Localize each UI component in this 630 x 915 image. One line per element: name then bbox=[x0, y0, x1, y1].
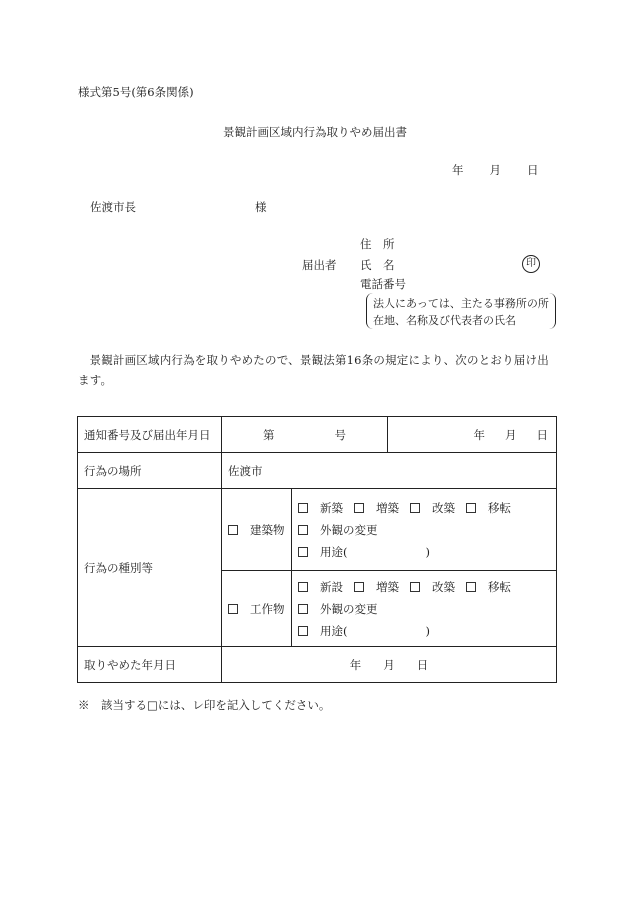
checkbox[interactable] bbox=[298, 547, 308, 557]
footnote: ※ 該当する□には、レ印を記入してください。 bbox=[78, 698, 331, 712]
submission-date bbox=[452, 162, 539, 178]
notification-table bbox=[77, 416, 557, 683]
checkbox[interactable] bbox=[410, 582, 420, 592]
location-cell[interactable]: 佐渡市 bbox=[222, 453, 557, 489]
withdrawal-month: 月 bbox=[383, 657, 395, 672]
addressee-honorific: 様 bbox=[255, 200, 267, 214]
dai-label: 第 bbox=[263, 427, 275, 442]
checkbox[interactable] bbox=[298, 582, 308, 592]
row-label-notice-number: 通知番号及び届出年月日 bbox=[78, 417, 222, 453]
table-row bbox=[78, 417, 557, 453]
checkbox[interactable] bbox=[298, 525, 308, 535]
body-text: 景観計画区域内行為を取りやめたので、景観法第16条の規定により、次のとおり届け出ます。 bbox=[78, 353, 549, 387]
checkbox[interactable] bbox=[354, 582, 364, 592]
checkbox[interactable] bbox=[228, 604, 238, 614]
notice-number-cell[interactable] bbox=[222, 417, 388, 453]
checkbox[interactable] bbox=[298, 626, 308, 636]
name-label: 氏 名 bbox=[360, 258, 395, 272]
checkbox[interactable] bbox=[410, 503, 420, 513]
notice-date-cell[interactable] bbox=[388, 417, 557, 453]
form-code: 様式第5号(第6条関係) bbox=[78, 85, 194, 99]
structure-options-cell: 新設 増築 改築 移転 外観の変更 用途( ) bbox=[292, 571, 557, 647]
date-day: 日 bbox=[527, 163, 539, 177]
seal-mark: 印 bbox=[522, 255, 540, 273]
withdrawal-date-cell[interactable] bbox=[222, 647, 557, 683]
building-cell[interactable] bbox=[222, 489, 292, 571]
document-title: 景観計画区域内行為取りやめ届出書 bbox=[223, 125, 407, 139]
corporation-note: 法人にあっては、主たる事務所の所在地、名称及び代表者の氏名 bbox=[366, 293, 556, 329]
notice-month: 月 bbox=[505, 427, 517, 442]
table-row bbox=[78, 647, 557, 683]
notice-day: 日 bbox=[536, 427, 548, 442]
address-label: 住 所 bbox=[360, 237, 395, 251]
row-label-location: 行為の場所 bbox=[78, 453, 222, 489]
table-row bbox=[78, 453, 557, 489]
building-options-cell: 新築 増築 改築 移転 外観の変更 用途( ) bbox=[292, 489, 557, 571]
table-row bbox=[78, 489, 557, 571]
withdrawal-year: 年 bbox=[349, 657, 362, 672]
notifier-label: 届出者 bbox=[302, 258, 337, 272]
go-label: 号 bbox=[334, 427, 346, 442]
addressee: 佐渡市長 bbox=[90, 200, 136, 214]
checkbox[interactable] bbox=[228, 525, 238, 535]
date-month: 月 bbox=[489, 163, 501, 177]
withdrawal-day: 日 bbox=[416, 657, 429, 672]
checkbox[interactable] bbox=[298, 503, 308, 513]
phone-label: 電話番号 bbox=[360, 277, 406, 291]
checkbox[interactable] bbox=[466, 582, 476, 592]
checkbox[interactable] bbox=[354, 503, 364, 513]
structure-label: 工作物 bbox=[250, 601, 285, 616]
checkbox[interactable] bbox=[298, 604, 308, 614]
row-label-withdrawal-date: 取りやめた年月日 bbox=[78, 647, 222, 683]
building-label: 建築物 bbox=[250, 522, 285, 537]
notice-year: 年 bbox=[473, 427, 485, 442]
checkbox[interactable] bbox=[466, 503, 476, 513]
date-year: 年 bbox=[452, 163, 464, 177]
row-label-action-type: 行為の種別等 bbox=[78, 489, 222, 647]
structure-cell[interactable] bbox=[222, 571, 292, 647]
